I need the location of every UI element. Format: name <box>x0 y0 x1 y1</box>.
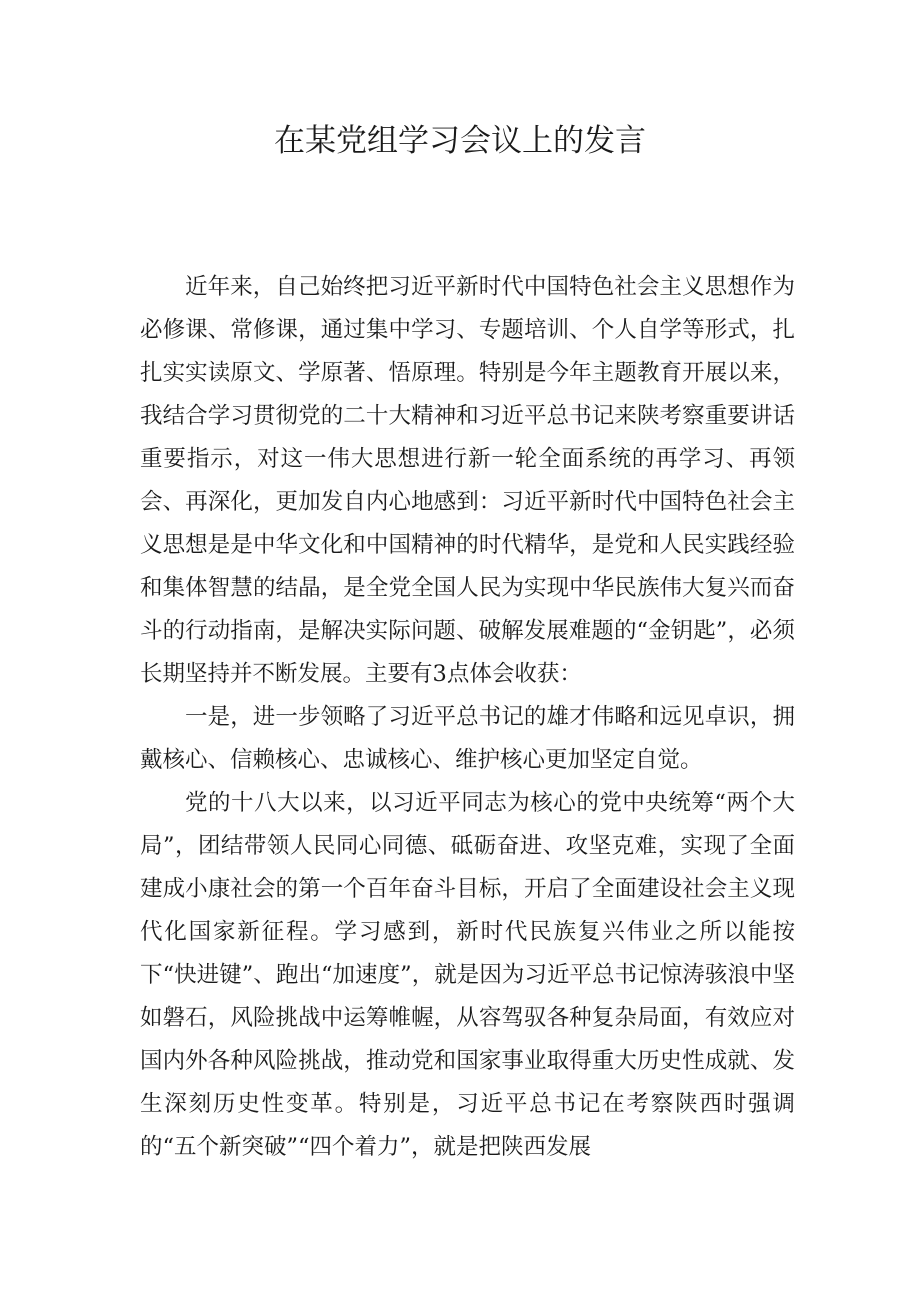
paragraph-detail: 党的十八大以来，以习近平同志为核心的党中央统筹“两个大局”，团结带领人民同心同德、砥砺奋进、攻坚克难，实现了全面建成小康社会的第一个百年奋斗目标，开启了全面建设社会主义现代化国家新征程。学习感到，新时代民族复兴伟业之所以能按下“快进键”、跑出“加速度”，就是因为习近平总书记惊涛骇浪中坚如磐石，风险挑战中运筹帷幄，从容驾驭各种复杂局面，有效应对国内外各种风险挑战，推动党和国家事业取得重大历史性成就、发生深刻历史性变革。特别是，习近平总书记在考察陕西时强调的“五个新突破”“四个着力”，就是把陕西发展 <box>140 790 795 1160</box>
paragraph-intro: 近年来，自己始终把习近平新时代中国特色社会主义思想作为必修课、常修课，通过集中学习、专题培训、个人自学等形式，扎扎实实读原文、学原著、悟原理。特别是今年主题教育开展以来，我结合学习贯彻党的二十大精神和习近平总书记来陕考察重要讲话重要指示，对这一伟大思想进行新一轮全面系统的再学习、再领会、再深化，更加发自内心地感到：习近平新时代中国特色社会主义思想是是中华文化和中国精神的时代精华，是党和人民实践经验和集体智慧的结晶，是全党全国人民为实现中华民族伟大复兴而奋斗的行动指南，是解决实际问题、破解发展难题的“金钥匙”，必须长期坚持并不断发展。主要有3点体会收获： <box>140 274 795 687</box>
document-title: 在某党组学习会议上的发言 <box>274 123 646 159</box>
paragraph-point-one: 一是，进一步领略了习近平总书记的雄才伟略和远见卓识，拥戴核心、信赖核心、忠诚核心、维护核心更加坚定自觉。 <box>140 704 795 773</box>
document-body <box>140 266 795 1169</box>
